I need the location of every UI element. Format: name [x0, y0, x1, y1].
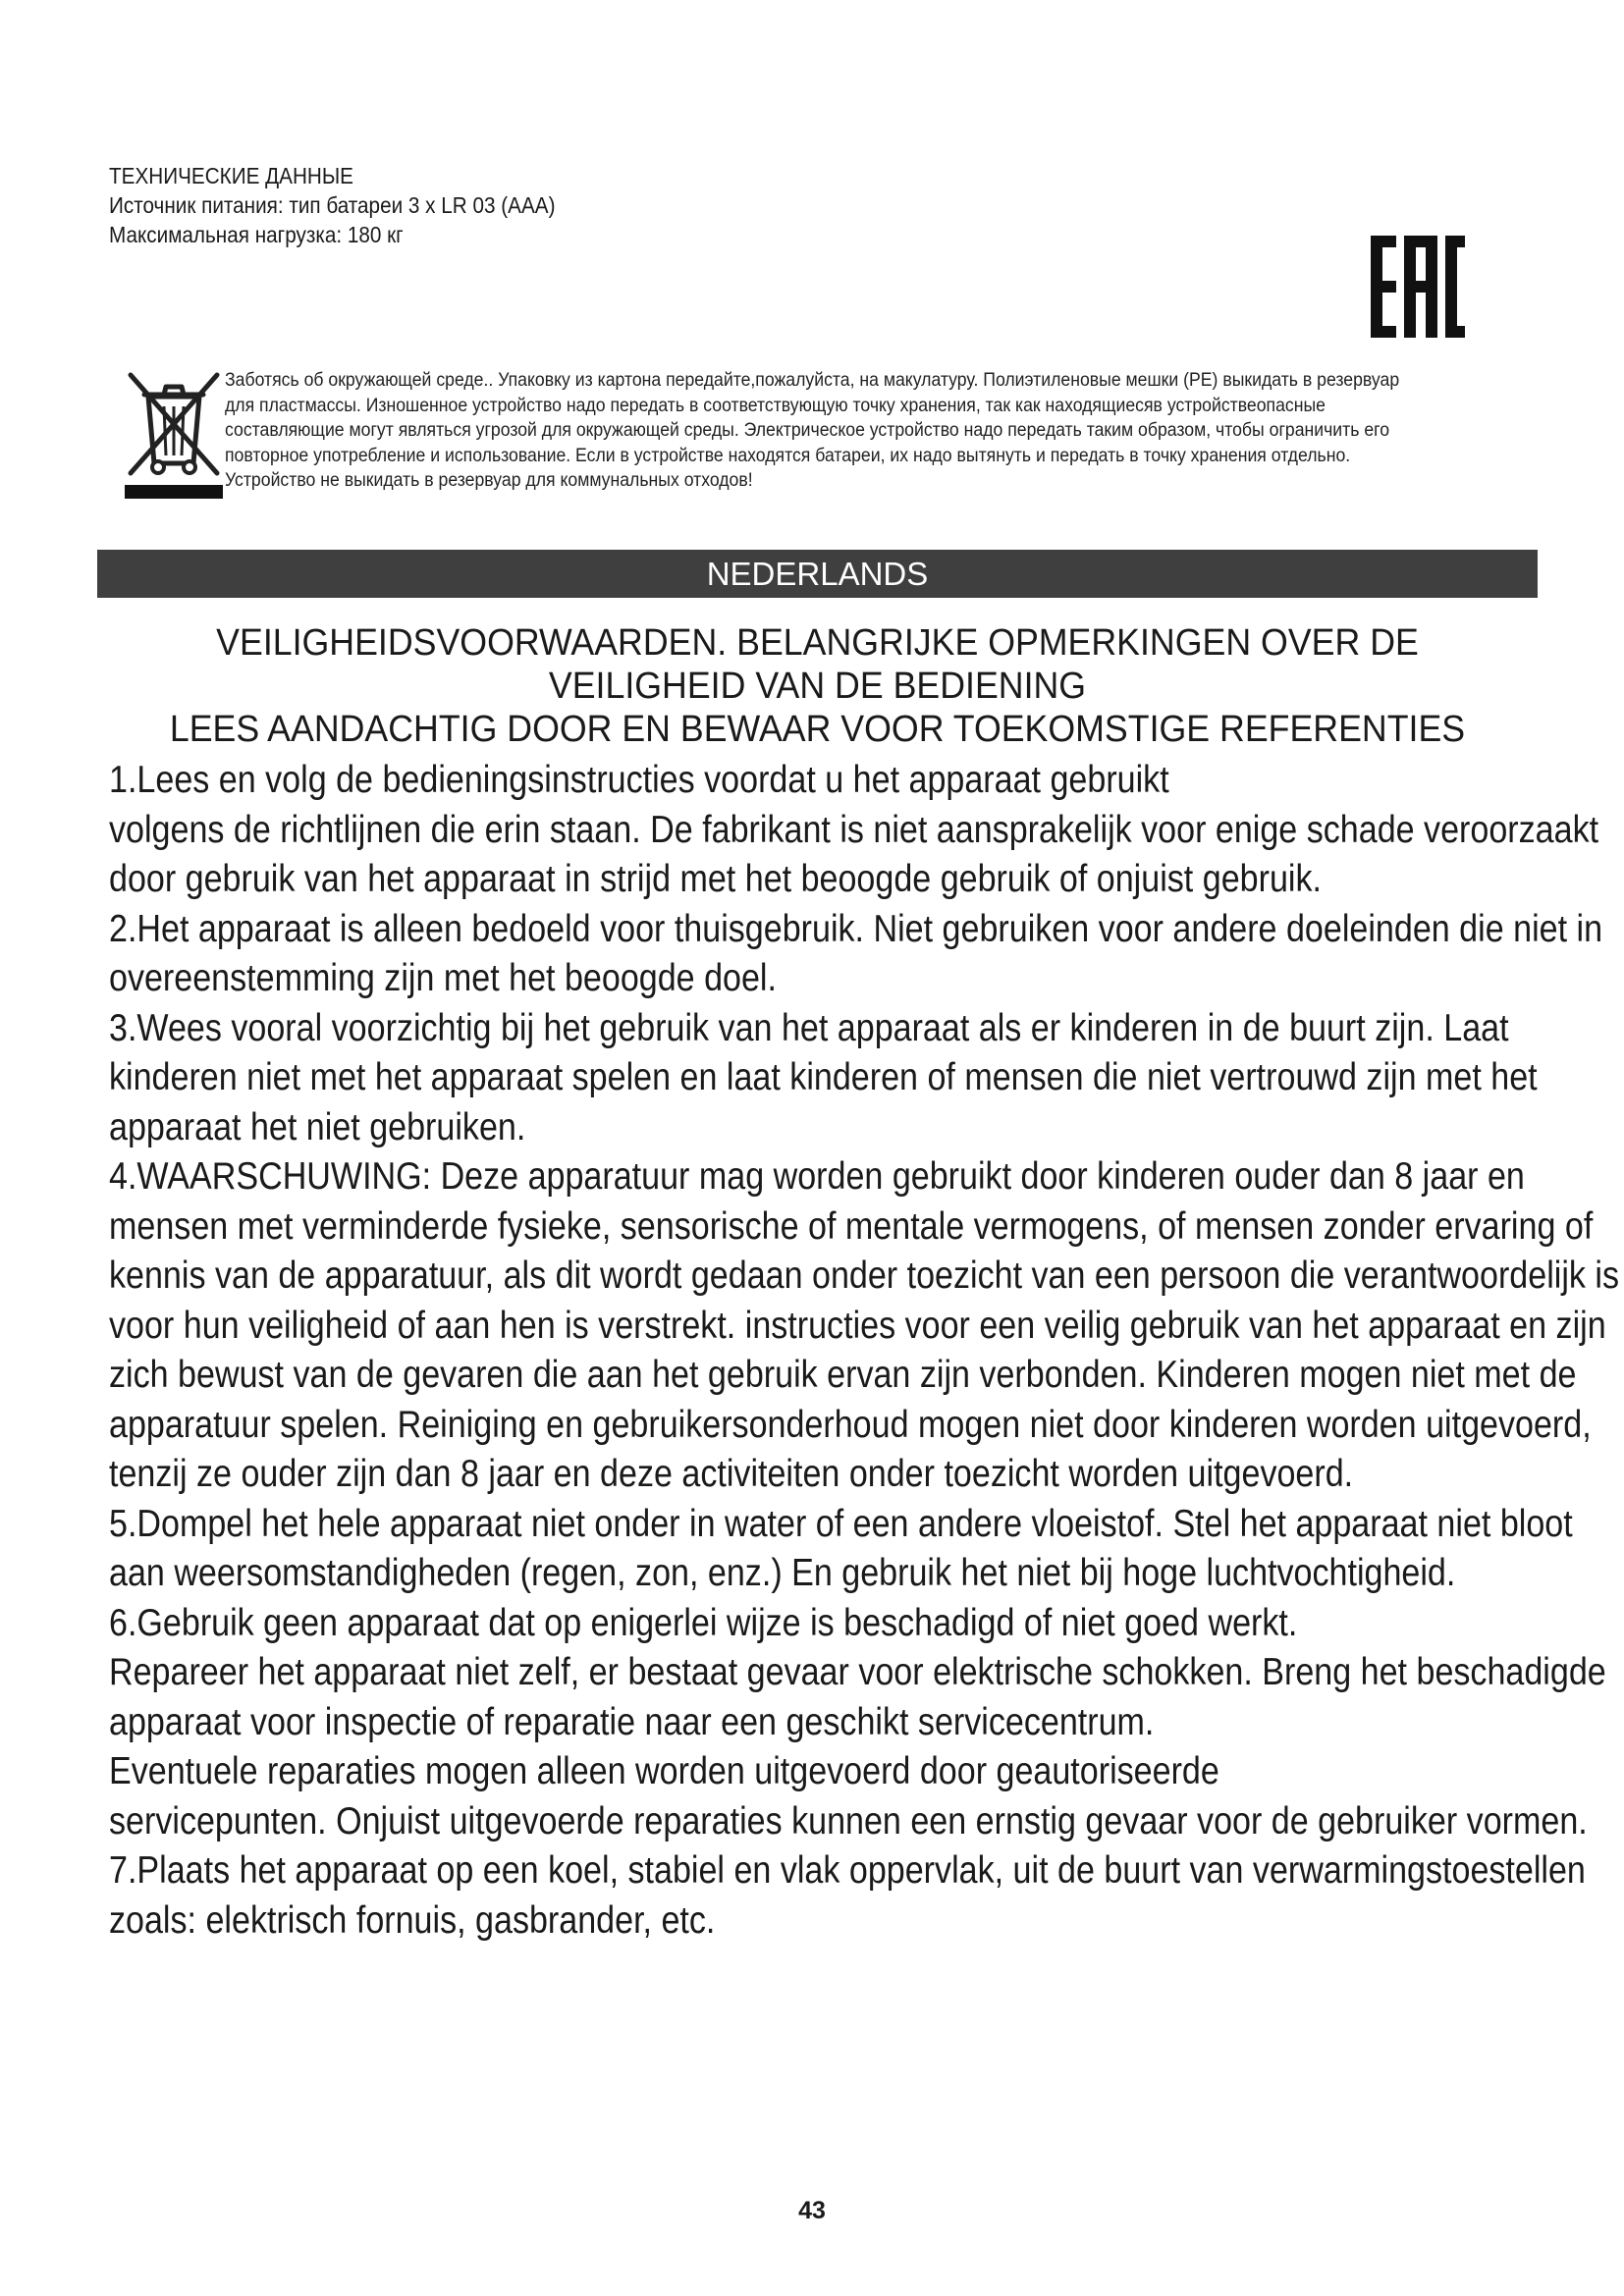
max-load-line: Максимальная нагрузка: 180 кг [109, 222, 404, 247]
eac-certification-icon [1371, 236, 1465, 338]
instruction-item-2 [109, 905, 1624, 1004]
safety-heading-line-3: LEES AANDACHTIG DOOR EN BEWAAR VOOR TOEKOMSTIGE REFERENTIES [169, 709, 1466, 750]
environment-note: Заботясь об окружающей среде.. Упаковку из картона передайте,пожалуйста, на макулатуру. Полиэтиленовые мешки (PE) выкидать в резервуар для пластмассы. Изношенное устройство надо передать в соответствующую точку хранения, так как находящиесяв устройствеопасные составляющие могут являться угрозой для окружающей среды. Электрическое устройство надо передать таким образом, чтобы ограничить его повторное употребление и использование. Если в устройстве находятся батареи, их надо вытянуть и передать в точку хранения отдельно. Устройство не выкидать в резервуар для коммунальных отходов! [225, 369, 1400, 491]
instruction-text: 6.Gebruik geen apparaat dat op enigerlei wijze is beschadigd of niet goed werkt. Repareer het apparaat niet zelf, er bestaat gevaar voor elektrische schokken. Breng het beschadigde apparaat voor inspectie of reparatie naar een geschikt servicecentrum. Eventuele reparaties mogen alleen worden uitgevoerd door geautoriseerde servicepunten. Onjuist uitgevoerde reparaties kunnen een ernstig gevaar voor de gebruiker vormen. [109, 1601, 1606, 1842]
instruction-item-4 [109, 1152, 1624, 1500]
page-number: 43 [798, 2197, 826, 2224]
technical-data-title: ТЕХНИЧЕСКИЕ ДАННЫЕ [109, 163, 353, 188]
crossed-out-bin-icon [125, 365, 223, 501]
instruction-item-7 [109, 1846, 1624, 1946]
safety-heading [97, 621, 1538, 751]
instruction-item-1 [109, 756, 1624, 905]
instruction-text: 4.WAARSCHUWING: Deze apparatuur mag worden gebruikt door kinderen ouder dan 8 jaar en mensen met verminderde fysieke, sensorische of mentale vermogens, of mensen zonder ervaring of kennis van de apparatuur, als dit wordt gedaan onder toezicht van een persoon die verantwoordelijk is voor hun veiligheid of aan hen is verstrekt. instructies voor een veilig gebruik van het apparaat en zijn zich bewust van de gevaren die aan het gebruik ervan zijn verbonden. Kinderen mogen niet met de apparatuur spelen. Reiniging en gebruikersonderhoud mogen niet door kinderen worden uitgevoerd, tenzij ze ouder zijn dan 8 jaar en deze activiteiten onder toezicht worden uitgevoerd. [109, 1155, 1620, 1495]
technical-data-block [109, 161, 1189, 249]
instruction-item-6 [109, 1599, 1624, 1847]
safety-heading-line-2: VEILIGHEID VAN DE BEDIENING [548, 666, 1087, 707]
instruction-item-3 [109, 1004, 1624, 1153]
instruction-item-5 [109, 1500, 1624, 1599]
instruction-text: 2.Het apparaat is alleen bedoeld voor thuisgebruik. Niet gebruiken voor andere doeleinden die niet in overeenstemming zijn met het beoogde doel. [109, 907, 1603, 999]
instruction-text: 5.Dompel het hele apparaat niet onder in water of een andere vloeistof. Stel het apparaat niet bloot aan weersomstandigheden (regen, zon, enz.) En gebruik het niet bij hoge luchtvochtigheid. [109, 1502, 1573, 1594]
safety-instructions-list [109, 756, 1624, 1946]
instruction-text: 1.Lees en volg de bedieningsinstructies voordat u het apparaat gebruikt volgens de richtlijnen die erin staan. De fabrikant is niet aansprakelijk voor enige schade veroorzaakt door gebruik van het apparaat in strijd met het beoogde gebruik of onjuist gebruik. [109, 759, 1599, 900]
instruction-text: 3.Wees vooral voorzichtig bij het gebruik van het apparaat als er kinderen in de buurt zijn. Laat kinderen niet met het apparaat spelen en laat kinderen of mensen die niet vertrouwd zijn met het apparaat het niet gebruiken. [109, 1006, 1538, 1148]
power-source-line: Источник питания: тип батареи 3 x LR 03 (AAA) [109, 192, 556, 218]
language-section-band: NEDERLANDS [97, 550, 1538, 598]
safety-heading-line-1: VEILIGHEIDSVOORWAARDEN. BELANGRIJKE OPMERKINGEN OVER DE [216, 622, 1419, 664]
instruction-text: 7.Plaats het apparaat op een koel, stabiel en vlak oppervlak, uit de buurt van verwarmingstoestellen zoals: elektrisch fornuis, gasbrander, etc. [109, 1849, 1586, 1942]
